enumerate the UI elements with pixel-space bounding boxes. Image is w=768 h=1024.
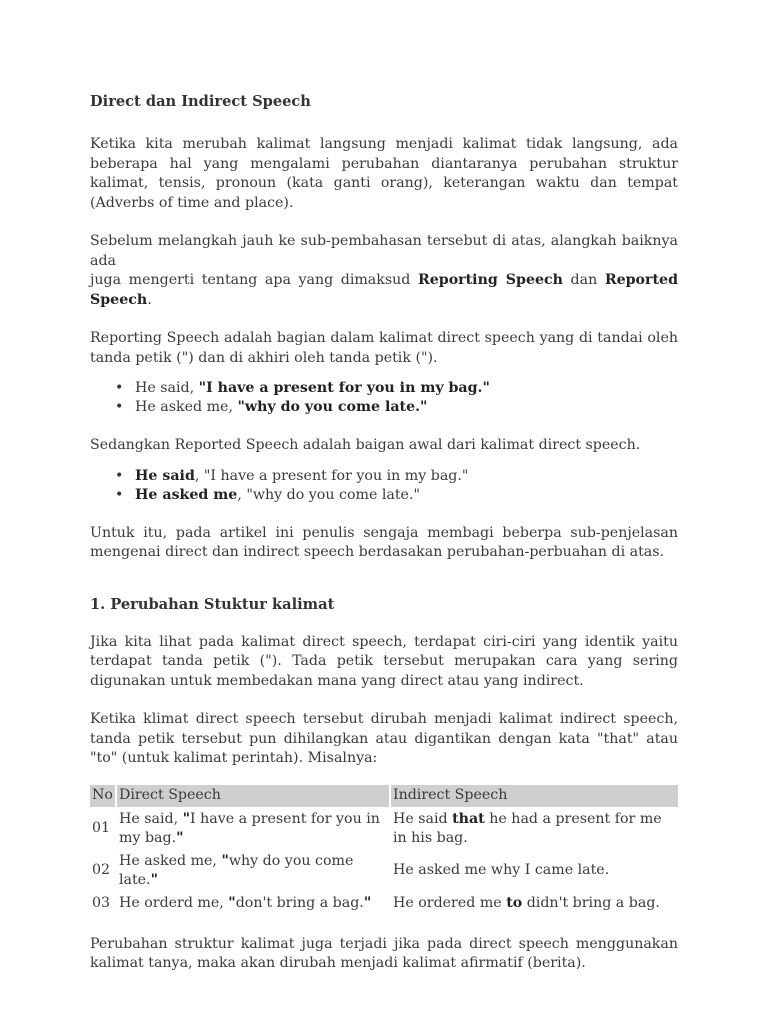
quote-mark: " bbox=[221, 852, 229, 869]
direct-quote: why do you come late. bbox=[118, 852, 354, 888]
direct-prefix: He asked me, bbox=[118, 852, 222, 869]
p2-connector: dan bbox=[562, 272, 605, 288]
cell-indirect bbox=[391, 809, 678, 849]
cell-indirect bbox=[391, 851, 678, 891]
list-item-text: , "I have a present for you in my bag." bbox=[194, 467, 469, 484]
indirect-rest: he had a present for me in his bag. bbox=[392, 810, 662, 846]
table-row bbox=[90, 893, 678, 914]
indirect-rest: didn't bring a bag. bbox=[522, 894, 660, 911]
list-item-text: He asked me, bbox=[135, 399, 238, 415]
reporting-speech-paragraph: Reporting Speech adalah bagian dalam kalimat direct speech yang di tandai oleh tanda petik (") dan di akhiri oleh tanda petik ("). bbox=[90, 330, 678, 366]
direct-prefix: He orderd me, bbox=[118, 894, 229, 911]
list-item-quote: "why do you come late." bbox=[237, 399, 428, 415]
table-row bbox=[90, 851, 678, 891]
indirect-prefix: He said bbox=[392, 810, 453, 827]
reporting-definition-paragraph bbox=[90, 232, 678, 310]
quote-mark: " bbox=[176, 829, 184, 846]
header-direct: Direct Speech bbox=[117, 785, 389, 807]
list-item-text: He said, bbox=[135, 380, 199, 396]
article-purpose-paragraph: Untuk itu, pada artikel ini penulis sengaja membagi beberpa sub-penjelasan mengenai direct dan indirect speech berdasakan perubahan-perbuahan di atas. bbox=[90, 524, 678, 560]
list-item-text: , "why do you come late." bbox=[237, 486, 420, 503]
intro-paragraph: Ketika kita merubah kalimat langsung menjadi kalimat tidak langsung, ada beberapa hal yang mengalami perubahan diantaranya perubahan struktur kalimat, tensis, pronoun (kata ganti orang), keterangan waktu dan tempat (Adverbs of time and place). bbox=[90, 136, 678, 211]
cell-direct bbox=[117, 809, 389, 849]
p2-line1: Sebelum melangkah jauh ke sub-pembahasan tersebut di atas, alangkah baiknya ada bbox=[90, 233, 678, 269]
quote-mark: " bbox=[182, 810, 191, 827]
table-header-row bbox=[90, 785, 678, 807]
list-item bbox=[115, 379, 678, 398]
section-title: 1. Perubahan Stuktur kalimat bbox=[90, 595, 335, 613]
quote-mark: " bbox=[228, 894, 236, 911]
table-row bbox=[90, 809, 678, 849]
list-item bbox=[115, 486, 678, 505]
list-item-quote: "I have a present for you in my bag." bbox=[198, 380, 490, 396]
p2-end: . bbox=[147, 291, 152, 308]
indirect-keyword: to bbox=[506, 894, 523, 911]
list-item bbox=[115, 398, 678, 417]
cell-indirect bbox=[391, 893, 678, 914]
cell-no: 02 bbox=[92, 862, 111, 878]
quote-mark: " bbox=[150, 871, 158, 888]
list-item-reporting: He said bbox=[135, 467, 195, 484]
speech-comparison-table bbox=[88, 783, 680, 916]
cell-direct bbox=[117, 893, 389, 914]
question-conversion-paragraph: Perubahan struktur kalimat juga terjadi jika pada direct speech menggunakan kalimat tanya, maka akan dirubah menjadi kalimat afirmatif (berita). bbox=[90, 935, 678, 971]
term-reported: Reported bbox=[604, 272, 678, 288]
indirect-prefix: He ordered me bbox=[392, 894, 507, 911]
p2-line2: juga mengerti tentang apa yang dimaksud bbox=[90, 272, 418, 288]
conversion-paragraph: Ketika klimat direct speech tersebut dirubah menjadi kalimat indirect speech, tanda petik tersebut pun dihilangkan atau digantikan dengan kata "that" atau "to" (untuk kalimat perintah). Misalnya: bbox=[90, 711, 678, 766]
direct-prefix: He said, bbox=[118, 810, 183, 827]
direct-quote: don't bring a bag. bbox=[235, 894, 364, 911]
cell-no: 01 bbox=[92, 820, 111, 836]
document-title: Direct dan Indirect Speech bbox=[90, 93, 311, 110]
header-indirect: Indirect Speech bbox=[391, 785, 678, 807]
reported-examples-list bbox=[90, 467, 678, 505]
cell-no: 03 bbox=[92, 894, 111, 911]
term-speech: Speech bbox=[90, 291, 148, 308]
cell-direct bbox=[117, 851, 389, 891]
reported-speech-paragraph: Sedangkan Reported Speech adalah baigan awal dari kalimat direct speech. bbox=[90, 437, 641, 453]
indirect-keyword: that bbox=[452, 810, 485, 827]
term-reporting-speech: Reporting Speech bbox=[417, 272, 563, 288]
reporting-examples-list bbox=[90, 379, 678, 417]
quote-mark: " bbox=[363, 894, 372, 911]
list-item bbox=[115, 467, 678, 486]
indirect-prefix: He asked me why I came late. bbox=[392, 862, 610, 878]
document-page bbox=[90, 92, 678, 974]
list-item-reporting: He asked me bbox=[135, 486, 238, 503]
direct-speech-traits-paragraph: Jika kita lihat pada kalimat direct speech, terdapat ciri-ciri yang identik yaitu terdapat tanda petik ("). Tada petik tersebut merupakan cara yang sering digunakan untuk membedakan mana yang direct atau yang indirect. bbox=[90, 633, 678, 689]
header-no: No bbox=[90, 785, 115, 807]
direct-quote: I have a present for you in my bag. bbox=[118, 810, 380, 846]
